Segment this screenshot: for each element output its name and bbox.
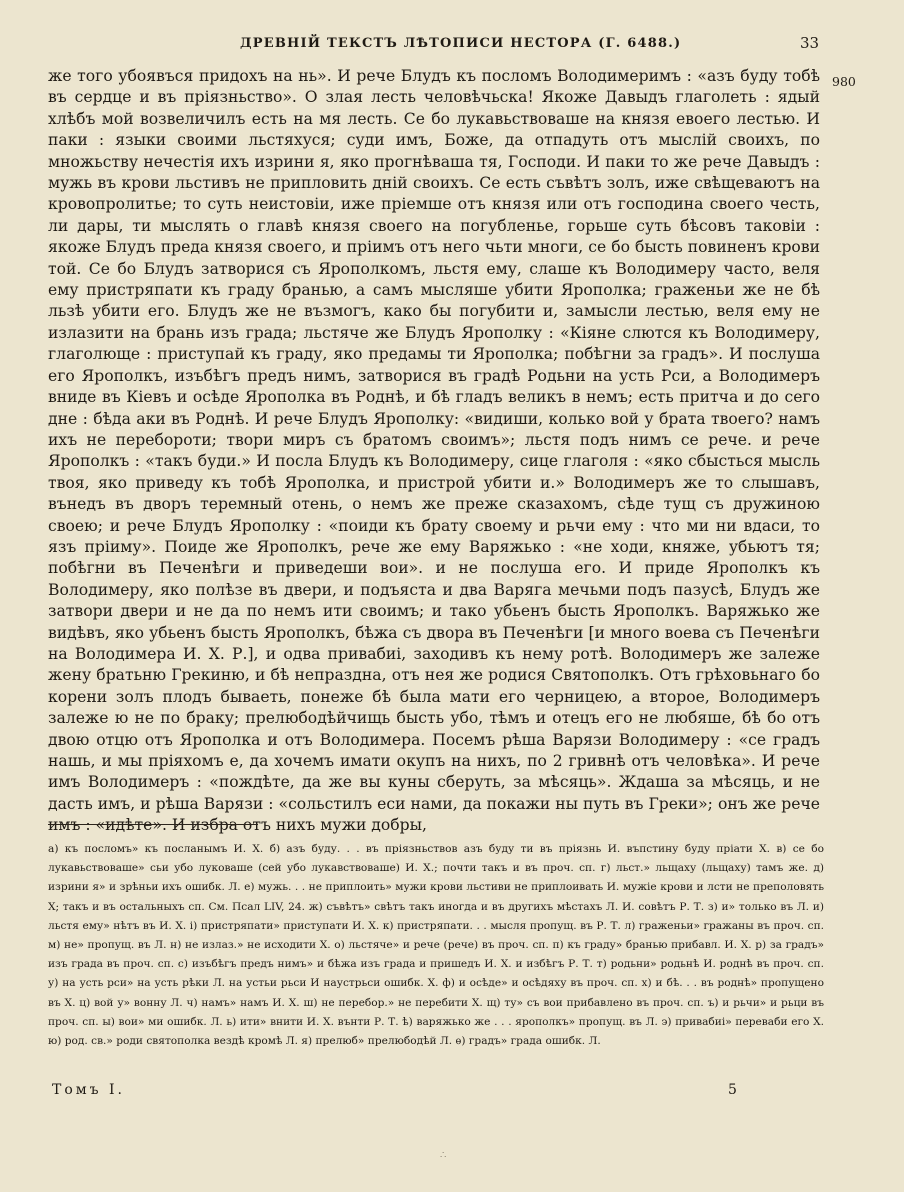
chronicle-text (48, 66, 820, 837)
page-number: 33 (800, 34, 820, 52)
volume-label: Томъ I. (52, 1082, 125, 1098)
footnote-divider (48, 824, 258, 825)
margin-year-note: 980 (832, 74, 856, 89)
footnotes-paragraph: а) къ посломъ» къ посланымъ И. Х. б) азъ буду. . . въ пріязньствов азъ буду ти въ пріязнь И. въпстину буду пріати Х. в) се бо лукавьствоваше» сьи убо луковаше (сей убо лукавствоваше) И. Х.; почти такъ и въ проч. сп. г) льст.» льщаху (льщаху) тамъ же. д) изрини я» и зрѣньи ихъ ошибк. Л. е) мужь. . . не приплоить» мужи крови льстиви не приплоивать И. мужіе крови и лсти не преполовять Х; такъ и въ остальныхъ сп. См. Псал LIV, 24. ж) съвѣтъ» свѣтъ такъ иногда и въ другихъ мѣстахъ Л. И. совѣтъ Р. Т. з) и» только въ Л. и) льстя ему» нѣтъ въ И. Х. і) пристряпати» приступати И. Х. к) пристряпати. . . мысля пропущ. въ Р. Т. л) граженьи» гражаны въ проч. сп. м) не» пропущ. въ Л. н) не излаз.» не исходити Х. о) льстяче» и рече (рече) въ проч. сп. п) къ граду» бранью прибавл. И. Х. р) за градъ» изъ града въ проч. сп. с) изъбѣгъ предъ нимъ» и бѣжа изъ града и пришедъ И. Х. и избѣгъ Р. Т. т) родьни» родьнѣ И. роднѣ въ проч. сп. у) на усть рси» на усть рѣки Л. на устьи рьси И наустрьси ошибк. Х. ф) и осѣде» и осѣдяху въ проч. сп. х) и бѣ. . . въ роднѣ» пропущено въ Х. ц) вой у» вонну Л. ч) намъ» намъ И. Х. ш) не перебор.» не перебити Х. щ) ту» съ вои прибавлено въ проч. сп. ъ) и рьчи» и рьци въ проч. сп. ы) вои» ми ошибк. Л. ь) ити» внити И. Х. вънти Р. Т. ѣ) варяжько же . . . ярополкъ» пропущ. въ Л. э) привабиі» переваби его Х. ю) род. св.» роди святополка вездѣ кромѣ Л. я) прелюб» прелюбодѣй Л. ѳ) градъ» града ошибк. Л. (48, 843, 824, 1048)
printer-mark: ∴ (440, 1150, 447, 1161)
sheet-number: 5 (728, 1082, 737, 1098)
chronicle-paragraph: же того убоявъся придохъ на нь». И рече Блудъ къ посломъ Володимеримъ : «азъ буду тобѣ въ сердце и въ пріязньство». О злая лесть человѣчьска! Якоже Давыдъ глаголеть : ядый хлѣбъ мой возвеличилъ есть на мя лесть. Се бо лукавьствоваше на князя евоего лестью. И паки : языки своими льстяхуся; суди имъ, Боже, да отпадуть отъ мыслій своихъ, по множьству нечестія ихъ изрини я, яко прогнѣваша тя, Господи. И паки то же рече Давыдъ : мужь въ крови льстивъ не припловить дній своихъ. Се есть съвѣтъ золъ, иже свѣщеваютъ на кровопролитье; то суть неистовіи, иже пріемше отъ князя или отъ господина своего честь, ли дары, ти мыслять о главѣ князя своего на погубленье, горьше суть бѣсовъ таковіи : якоже Блудъ преда князя своего, и пріимъ отъ него чьти многи, се бо бысть повиненъ крови той. Се бо Блудъ затворися съ Ярополкомъ, льстя ему, слаше къ Володимеру часто, веля ему пристряпати къ граду бранью, а самъ мысляше убити Ярополка; граженьи же не бѣ льзѣ убити его. Блудъ же не възмогъ, како бы погубити и, замысли лестью, веля ему не излазити на брань изъ града; льстяче же Блудъ Ярополку : «Кіяне слются къ Володимеру, глаголюще : приступай къ граду, яко предамы ти Ярополка; побѣгни за градъ». И послуша его Ярополкъ, изъбѣгъ предъ нимъ, затворися въ градѣ Родьни на усть Рси, а Володимеръ вниде въ Кіевъ и осѣде Ярополка въ Роднѣ, и бѣ гладъ великъ в немъ; есть притча и до сего дне : бѣда аки въ Роднѣ. И рече Блудъ Ярополку: «видиши, колько вой у брата твоего? намъ ихъ не перебороти; твори миръ съ братомъ своимъ»; льстя подъ нимъ се рече. и рече Ярополкъ : «такъ буди.» И посла Блудъ къ Володимеру, сице глаголя : «яко сбысться мысль твоя, яко приведу къ тобѣ Ярополка, и пристрой убити и.» Володимеръ же то слышавъ, вънедъ въ дворъ теремный отень, о немъ же преже сказахомъ, сѣде тущ съ дружиною своею; и рече Блудъ Ярополку : «поиди къ брату своему и рьчи ему : что ми ни вдаси, то язъ пріиму». Поиде же Ярополкъ, рече же ему Варяжько : «не ходи, княже, убьютъ тя; побѣгни въ Печенѣги и приведеши вои». и не послуша его. И приде Ярополкъ къ Володимеру, яко полѣзе въ двери, и подъяста и два Варяга мечьми подъ пазусѣ, Блудъ же затвори двери и не да по немъ ити своимъ; и тако убьенъ бысть Ярополкъ. Варяжько же видѣвъ, яко убьенъ бысть Ярополкъ, бѣжа съ двора въ Печенѣги [и много воева съ Печенѣги на Володимера И. Х. Р.], и одва привабиі, заходивъ къ нему ротѣ. Володимеръ же залеже жену братьню Грекиню, и бѣ непраздна, отъ нея же родися Святополкъ. Отъ грѣховьнаго бо корени золъ плодъ бываеть, понеже бѣ была мати его черницею, а второе, Володимеръ залеже ю не по браку; прелюбодѣйчищь бысть убо, тѣмъ и отецъ его не любяше, бѣ бо отъ двою отцю отъ Ярополка и отъ Володимера. Посемъ рѣша Варязи Володимеру : «се градъ нашь, и мы пріяхомъ е, да хочемъ имати окупъ на нихъ, по 2 гривнѣ отъ человѣка». И рече имъ Володимеръ : «пождѣте, да же вы куны сберуть, за мѣсяць». Ждаша за мѣсяць, и не дасть имъ, и рѣша Варязи : «сольстилъ еси нами, да покажи ны путь въ Греки»; онъ же рече имъ : «идѣте». И избра отъ нихъ мужи добры, (48, 67, 820, 835)
running-head: ДРЕВНІЙ ТЕКСТЪ ЛѢТОПИСИ НЕСТОРА (Г. 6488.) (240, 36, 682, 51)
footnotes (48, 840, 824, 1051)
